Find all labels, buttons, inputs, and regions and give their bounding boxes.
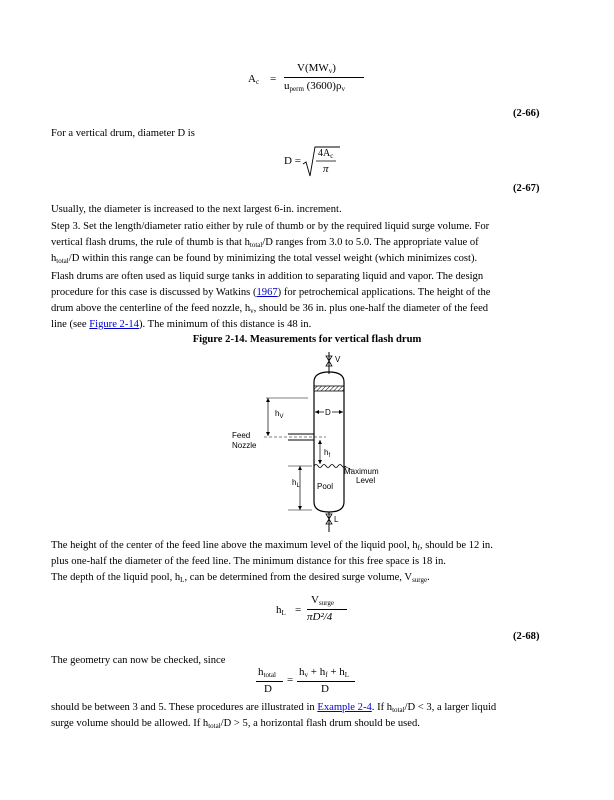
formula-d-denominator: π [323,163,329,175]
formula-ac-equals: = [270,73,277,85]
formula-ac-fraction-bar [284,77,364,78]
final-line2: surge volume should be allowed. If $h_{total}/D > 5$, a horizontal flash drum should be used. [51,718,420,730]
label-hv: $h_V$ [275,409,284,420]
label-l: L [334,515,339,524]
label-feed: Feed [232,431,251,440]
formula-ac-numerator: $V(MW_v)$ [297,62,336,75]
label-hf: $h_f$ [324,448,331,459]
formula-hl-numerator: $V_{surge}$ [311,594,334,607]
para-step3 [51,219,566,267]
ratio-right-denominator: D [321,683,329,695]
label-maximum: Maximum [344,467,379,476]
formula-ac [248,62,368,102]
ratio-left-numerator: $h_{total}$ [258,666,276,679]
formula-hl-equals: = [295,604,302,616]
formula-ratio [256,666,366,700]
vessel-outline [314,372,344,512]
formula-hl-denominator: πD²/4 [307,611,333,623]
step3-line3: $h_{total}/D$ within this range can be found by minimizing the total vessel weight (which minimizes cost). [51,253,478,265]
para-usually: Usually, the diameter is increased to the next largest 6-in. increment. [51,204,342,215]
figure-title: Figure 2-14. Measurements for vertical flash drum [192,334,422,345]
link-1967[interactable]: 1967 [256,287,278,298]
step3-line1: Step 3. Set the length/diameter ratio either by rule of thumb or by the required liquid surge volume. For [51,221,490,232]
formula-d-numerator: $4A_c$ [318,148,334,160]
flash-line2: procedure for this case is discussed by Watkins (1967) for petrochemical applications. The height of the [51,287,491,298]
label-hl: $h_L$ [292,478,300,489]
label-nozzle: Nozzle [232,441,257,450]
label-pool: Pool [317,482,334,491]
ratio-left-denominator: D [264,683,272,695]
flash-line4: line (see Figure 2-14). The minimum of this distance is 48 in. [51,319,312,330]
flash-line1: Flash drums are often used as liquid surge tanks in addition to separating liquid and vapor. The design [51,271,484,282]
height-line2: plus one-half the diameter of the feed line. The minimum distance for this free space is 18 in. [51,556,446,567]
height-line3: The depth of the liquid pool, $h_L$, can be determined from the desired surge volume, $V_{surge}$. [51,572,430,584]
demister-pad [314,386,344,391]
para-final [51,700,566,732]
ratio-right-numerator: $h_v + h_f + h_L$ [299,666,350,679]
ratio-right-bar [297,681,355,682]
label-d: D [325,408,331,417]
liquid-level [314,465,346,468]
formula-ac-denominator: $u_{perm}$ $(3600)\rho_v$ [284,80,345,93]
para-flash-drums [51,269,566,333]
formula-hl-fraction-bar [307,609,347,610]
formula-hl [276,594,356,630]
link-figure-2-14[interactable]: Figure 2-14 [89,319,139,330]
para-height [51,538,566,586]
equation-number-2-68: (2-68) [513,631,540,642]
formula-d-lhs: D = [284,155,301,167]
ratio-left-bar [256,681,283,682]
para-geometry: The geometry can now be checked, since [51,655,226,666]
label-v: V [335,355,341,364]
final-line1: should be between 3 and 5. These procedures are illustrated in Example 2-4. If $h_{total}/D < 3$, a larger liquid [51,702,497,714]
flash-drum-diagram [228,352,379,532]
equation-number-2-66: (2-66) [513,108,540,119]
formula-hl-lhs: $h_L$ [276,604,286,617]
formula-d [284,146,344,180]
formula-ac-lhs: $A_c$ [248,73,260,86]
link-example-2-4[interactable]: Example 2-4 [317,702,372,713]
ratio-equals: = [287,674,294,686]
flash-line3: drum above the centerline of the feed nozzle, $h_v$, should be 36 in. plus one-half the diameter of the feed [51,303,489,315]
step3-line2: vertical flash drums, the rule of thumb is that $h_{total}/D$ ranges from 3.0 to 5.0. The appropriate value of [51,237,479,249]
label-level: Level [356,476,376,485]
para-vertical-drum: For a vertical drum, diameter D is [51,128,195,139]
equation-number-2-67: (2-67) [513,183,540,194]
height-line1: The height of the center of the feed line above the maximum level of the liquid pool, $h_f$, should be 12 in. [51,540,493,552]
